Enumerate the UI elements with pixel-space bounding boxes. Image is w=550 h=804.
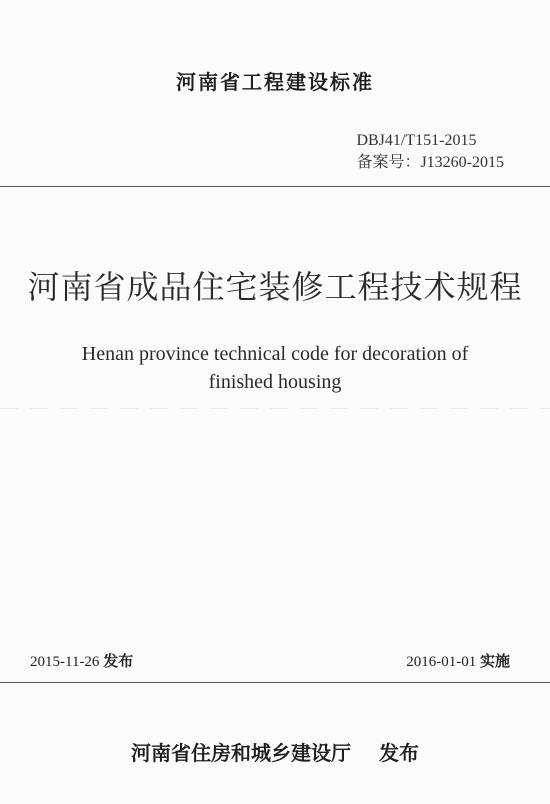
effective-label: 实施 xyxy=(479,652,510,670)
issue-date: 2015-11-26 xyxy=(30,654,100,670)
publisher-line xyxy=(0,737,550,766)
effective-date: 2016-01-01 xyxy=(406,654,477,670)
document-title-english xyxy=(30,340,520,396)
standard-codes xyxy=(356,130,504,174)
bottom-divider xyxy=(0,682,550,683)
effective-date-block xyxy=(406,650,510,671)
issue-label: 发布 xyxy=(103,652,134,670)
english-title-line-2: finished housing xyxy=(208,371,342,393)
english-title-line-1: Henan province technical code for decoration of xyxy=(81,343,469,365)
document-title-chinese: 河南省成品住宅装修工程技术规程 xyxy=(27,268,523,306)
faint-scan-line xyxy=(0,408,550,409)
publish-label: 发布 xyxy=(379,741,419,765)
top-divider xyxy=(0,186,550,187)
record-number: 备案号：J13260-2015 xyxy=(356,154,504,171)
issue-date-block xyxy=(30,650,133,671)
standard-code: DBJ41/T151-2015 xyxy=(356,132,477,149)
standard-series-title: 河南省工程建设标准 xyxy=(176,70,374,94)
publisher-name: 河南省住房和城乡建设厅 xyxy=(131,741,351,765)
